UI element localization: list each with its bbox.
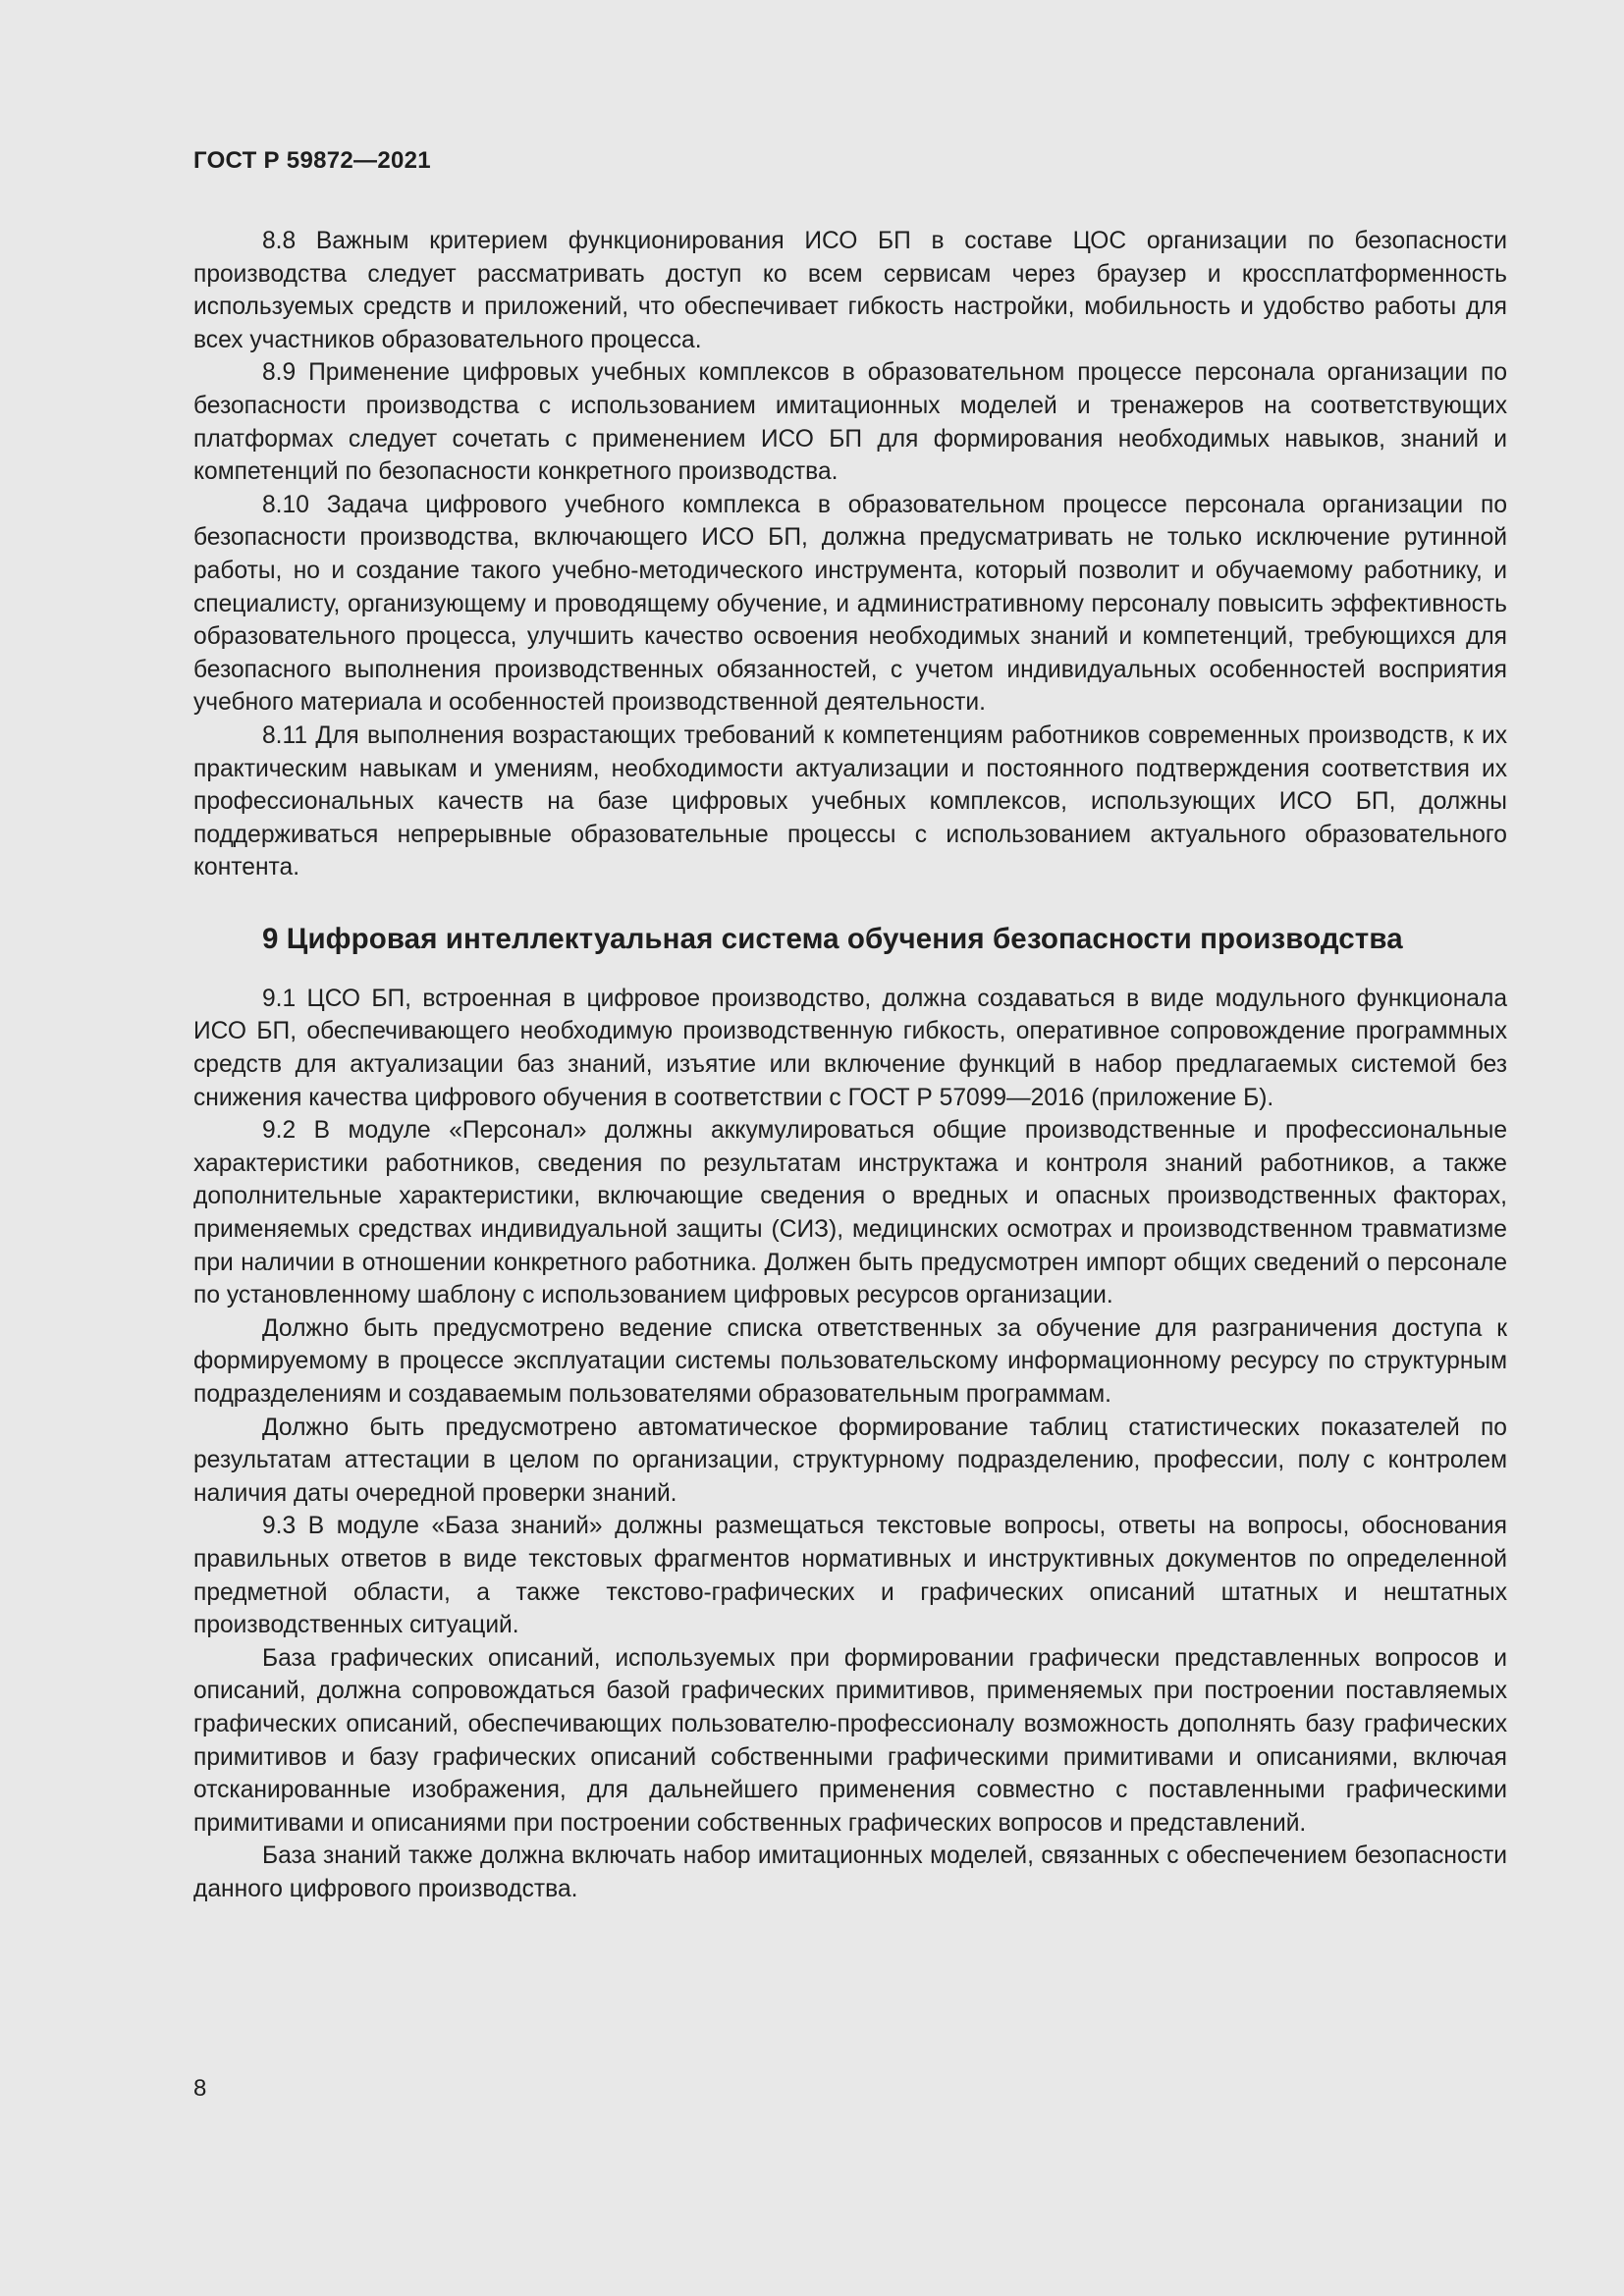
paragraph-8-11: 8.11 Для выполнения возрастающих требований к компетенциям работников современных производств, к их практическим навыкам и умениям, необходимости актуализации и постоянного подтверждения соответствия их профессиональных качеств на базе цифровых учебных комплексов, использующих ИСО БП, должны поддерживаться непрерывные образовательные процессы с использованием актуального образовательного контента. xyxy=(193,721,1507,881)
paragraph-9-1: 9.1 ЦСО БП, встроенная в цифровое производство, должна создаваться в виде модульного функционала ИСО БП, обеспечивающего необходимую производственную гибкость, оперативное сопровождение программных средств для актуализации баз знаний, изъятие или включение функций в набор предлагаемых системой без снижения качества цифрового обучения в соответствии с ГОСТ Р 57099—2016 (приложение Б). xyxy=(193,985,1507,1111)
section-9-heading: 9 Цифровая интеллектуальная система обучения безопасности производства xyxy=(262,922,1403,955)
paragraph-statistics-tables: Должно быть предусмотрено автоматическое формирование таблиц статистических показателей по результатам аттестации в целом по организации, структурному подразделению, профессии, полу с контролем наличия даты очередной проверки знаний. xyxy=(193,1414,1507,1507)
paragraph-simulation-models: База знаний также должна включать набор имитационных моделей, связанных с обеспечением безопасности данного цифрового производства. xyxy=(193,1842,1507,1902)
paragraph-graphic-descriptions: База графических описаний, используемых при формировании графически представленных вопросов и описаний, должна сопровождаться базой графических примитивов, применяемых при построении поставляемых графических описаний, обеспечивающих пользователю-профессионалу возможность дополнять базу графических примитивов и базу графических описаний собственными графическими примитивами и описаниями, включая отсканированные изображения, для дальнейшего применения совместно с поставленными графическими примитивами и описаниями при построении собственных графических вопросов и представлений. xyxy=(193,1644,1507,1837)
paragraph-8-8: 8.8 Важным критерием функционирования ИСО БП в составе ЦОС организации по безопасности производства следует рассматривать доступ ко всем сервисам через браузер и кроссплатформенность используемых средств и приложений, что обеспечивает гибкость настройки, мобильность и удобство работы для всех участников образовательного процесса. xyxy=(193,228,1507,353)
paragraph-8-10: 8.10 Задача цифрового учебного комплекса в образовательном процессе персонала организации по безопасности производства, включающего ИСО БП, должна предусматривать не только исключение рутинной работы, но и создание такого учебно-методического инструмента, который позволит и обучаемому работнику, и специалисту, организующему и проводящему обучение, и административному персоналу повысить эффективность образовательного процесса, улучшить качество освоения необходимых знаний и компетенций, требующихся для безопасного выполнения производственных обязанностей, с учетом индивидуальных особенностей восприятия учебного материала и особенностей производственной деятельности. xyxy=(193,491,1507,717)
paragraph-8-9: 8.9 Применение цифровых учебных комплексов в образовательном процессе персонала организации по безопасности производства с использованием имитационных моделей и тренажеров на соответствующих платформах следует сочетать с применением ИСО БП для формирования необходимых навыков, знаний и компетенций по безопасности конкретного производства. xyxy=(193,359,1507,486)
paragraph-responsible-list: Должно быть предусмотрено ведение списка ответственных за обучение для разграничения доступа к формируемому в процессе эксплуатации системы пользовательскому информационному ресурсу по структурным подразделениям и создаваемым пользователями образовательным программам. xyxy=(193,1314,1507,1408)
document-body xyxy=(193,225,1507,1906)
paragraph-9-2: 9.2 В модуле «Персонал» должны аккумулироваться общие производственные и профессиональные характеристики работников, сведения по результатам инструктажа и контроля знаний работников, а также дополнительные характеристики, включающие сведения о вредных и опасных производственных факторах, применяемых средствах индивидуальной защиты (СИЗ), медицинских осмотрах и производственном травматизме при наличии в отношении конкретного работника. Должен быть предусмотрен импорт общих сведений о персонале по установленному шаблону с использованием цифровых ресурсов организации. xyxy=(193,1117,1507,1309)
standard-header: ГОСТ Р 59872—2021 xyxy=(193,147,431,174)
page-number: 8 xyxy=(193,2075,207,2102)
paragraph-9-3: 9.3 В модуле «База знаний» должны размещаться текстовые вопросы, ответы на вопросы, обоснования правильных ответов в виде текстовых фрагментов нормативных и инструктивных документов по определенной предметной области, а также текстово-графических и графических описаний штатных и нештатных производственных ситуаций. xyxy=(193,1513,1507,1639)
